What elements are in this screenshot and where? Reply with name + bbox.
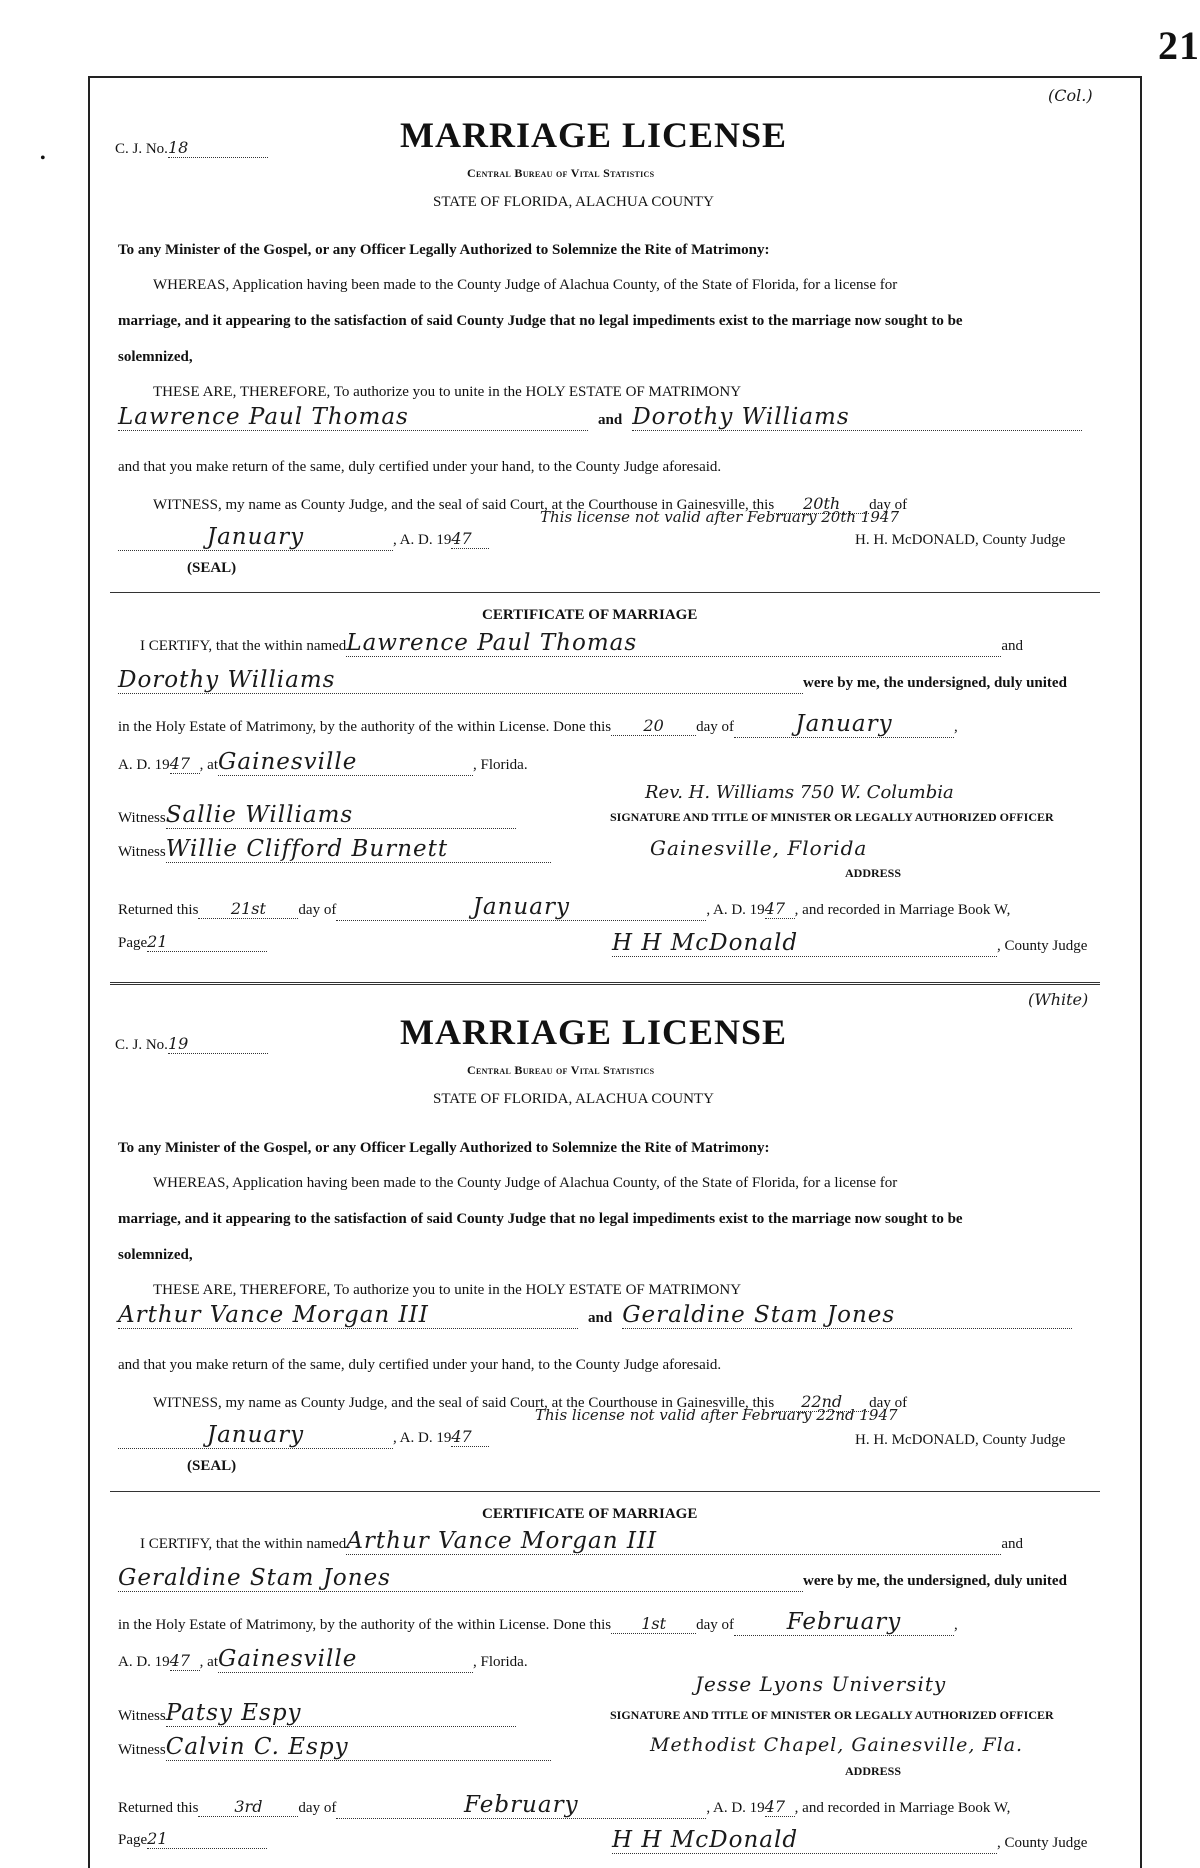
at-label: , at: [199, 1654, 218, 1670]
whereas-line-2: marriage, and it appearing to the satisfaction of said County Judge that no legal impediments exist to the marriage now sought to be: [118, 1211, 963, 1227]
officer-signature: Jesse Lyons University: [695, 1672, 947, 1696]
cj-label: C. J. No.: [115, 1037, 168, 1053]
done-day-of: day of: [696, 1617, 735, 1633]
state-county: STATE OF FLORIDA, ALACHUA COUNTY: [433, 1091, 714, 1107]
date-row: [118, 1422, 489, 1449]
document-frame: [88, 76, 1142, 1868]
ad-label: , A. D. 19: [393, 1430, 452, 1446]
witness-label: Witness: [118, 1708, 166, 1724]
officer-address: Methodist Chapel, Gainesville, Fla.: [650, 1734, 1024, 1756]
whereas-line-3: solemnized,: [118, 1247, 193, 1263]
section-divider: [110, 1491, 1100, 1492]
witness2-row: [118, 836, 551, 863]
day-of-label: day of: [869, 497, 908, 513]
returned-row: [118, 894, 1010, 921]
couple-row: [118, 404, 1082, 431]
license-month: January: [118, 1422, 393, 1449]
whereas-line-1: WHEREAS, Application having been made to the County Judge of Alachua County, of the State of Florida, for a license for: [153, 277, 898, 293]
cert-and: and: [1001, 1536, 1023, 1552]
judge-signature: H H McDonald: [612, 1827, 997, 1854]
judge-signature-row: [612, 930, 1087, 957]
returned-day-of: day of: [298, 902, 337, 918]
cert-groom: Lawrence Paul Thomas: [346, 630, 1001, 657]
page-number: 21: [1158, 23, 1200, 68]
returned-row: [118, 1792, 1010, 1819]
witness-label: Witness: [118, 1742, 166, 1758]
done-year: 47: [170, 1651, 200, 1671]
bride-name: Dorothy Williams: [632, 404, 1082, 431]
groom-name: Arthur Vance Morgan III: [118, 1302, 578, 1329]
returned-ad: , A. D. 19: [706, 1800, 765, 1816]
county-judge-label: , County Judge: [997, 1835, 1088, 1851]
witness1-row: [118, 802, 516, 829]
marriage-place: Gainesville: [218, 749, 473, 776]
cert-done-row: in the Holy Estate of Matrimony, by the authority of the within License. Done this 20 day of January ,: [118, 711, 958, 737]
seal-label: (SEAL): [187, 560, 237, 576]
salutation: To any Minister of the Gospel, or any Officer Legally Authorized to Solemnize the Rite of Matrimony:: [118, 1140, 770, 1156]
and-label: and: [588, 1310, 613, 1326]
certificate-heading: CERTIFICATE OF MARRIAGE: [482, 607, 698, 623]
ad-prefix: A. D. 19: [118, 1654, 170, 1670]
county-judge-name: H. H. McDONALD, County Judge: [855, 532, 1066, 548]
page-label: Page: [118, 935, 148, 951]
witness-label: Witness: [118, 810, 166, 826]
validity-note: This license not valid after February 20th 1947: [540, 508, 899, 526]
returned-day: 3rd: [198, 1797, 298, 1817]
done-month: February: [734, 1609, 954, 1636]
marriage-place: Gainesville: [218, 1646, 473, 1673]
state-county: STATE OF FLORIDA, ALACHUA COUNTY: [433, 194, 714, 210]
cert-names-row: [140, 1528, 1023, 1555]
cert-bride-row: [118, 1565, 1067, 1592]
ad-label: , A. D. 19: [393, 532, 452, 548]
license-year: 47: [451, 529, 489, 549]
returned-label: Returned this: [118, 902, 199, 918]
florida-label: , Florida.: [473, 1654, 528, 1670]
witness1-row: [118, 1700, 516, 1727]
done-day-of: day of: [696, 719, 735, 735]
cert-bride: Dorothy Williams: [118, 667, 803, 694]
section-divider: [110, 592, 1100, 593]
cert-place-row: [118, 1646, 528, 1673]
authorize-line: THESE ARE, THEREFORE, To authorize you to unite in the HOLY ESTATE OF MATRIMONY: [153, 384, 742, 400]
address-caption: ADDRESS: [845, 866, 902, 880]
recorded-text: , and recorded in Marriage Book W,: [794, 902, 1011, 918]
cj-number-row: [115, 138, 268, 158]
page-row: [118, 1829, 267, 1849]
returned-year: 47: [765, 1797, 795, 1817]
united-text: were by me, the undersigned, duly united: [803, 1573, 1067, 1589]
cert-names-row: [140, 630, 1023, 657]
book-page: 21: [147, 932, 267, 952]
validity-note: This license not valid after February 22nd 1947: [535, 1406, 898, 1424]
judge-signature-row: [612, 1827, 1087, 1854]
done-month: January: [734, 711, 954, 738]
holy-estate-text: in the Holy Estate of Matrimony, by the authority of the within License. Done this: [118, 1617, 612, 1633]
returned-ad: , A. D. 19: [706, 902, 765, 918]
salutation: To any Minister of the Gospel, or any Officer Legally Authorized to Solemnize the Rite of Matrimony:: [118, 242, 770, 258]
race-note: (Col.): [1048, 86, 1093, 105]
recorded-text: , and recorded in Marriage Book W,: [794, 1800, 1011, 1816]
license-title: MARRIAGE LICENSE: [400, 115, 788, 155]
returned-year: 47: [765, 899, 795, 919]
returned-month: February: [336, 1792, 706, 1819]
cert-groom: Arthur Vance Morgan III: [346, 1528, 1001, 1555]
witness-1: Sallie Williams: [166, 802, 516, 829]
whereas-line-3: solemnized,: [118, 349, 193, 365]
witness-text: WITNESS, my name as County Judge, and the seal of said Court, at the Courthouse in Gainesville, this: [153, 497, 775, 513]
cj-label: C. J. No.: [115, 141, 168, 157]
couple-row: [118, 1302, 1072, 1329]
returned-month: January: [336, 894, 706, 921]
page-label: Page: [118, 1832, 148, 1848]
record-divider: [110, 982, 1100, 985]
returned-label: Returned this: [118, 1800, 199, 1816]
certify-label: I CERTIFY, that the within named: [140, 1536, 347, 1552]
judge-signature: H H McDonald: [612, 930, 997, 957]
whereas-line-1: WHEREAS, Application having been made to the County Judge of Alachua County, of the State of Florida, for a license for: [153, 1175, 898, 1191]
license-year: 47: [451, 1427, 489, 1447]
county-judge-label: , County Judge: [997, 938, 1088, 954]
done-day: 1st: [611, 1614, 696, 1634]
holy-estate-text: in the Holy Estate of Matrimony, by the authority of the within License. Done this: [118, 719, 612, 735]
officer-caption: SIGNATURE AND TITLE OF MINISTER OR LEGALLY AUTHORIZED OFFICER: [610, 810, 1054, 824]
certify-label: I CERTIFY, that the within named: [140, 638, 347, 654]
cj-number: 18: [168, 138, 268, 158]
address-caption: ADDRESS: [845, 1764, 902, 1778]
at-label: , at: [199, 757, 218, 773]
done-day: 20: [611, 716, 696, 736]
groom-name: Lawrence Paul Thomas: [118, 404, 588, 431]
cj-number-row: [115, 1034, 268, 1054]
bureau-name: Central Bureau of Vital Statistics: [467, 1063, 655, 1077]
return-line: and that you make return of the same, duly certified under your hand, to the County Judge aforesaid.: [118, 1357, 722, 1373]
license-day: 20th: [774, 494, 869, 514]
returned-day: 21st: [198, 899, 298, 919]
witness2-row: [118, 1734, 551, 1761]
witness-2: Willie Clifford Burnett: [166, 836, 551, 863]
race-note: (White): [1028, 990, 1089, 1009]
license-day: 22nd: [774, 1392, 869, 1412]
county-judge-name: H. H. McDONALD, County Judge: [855, 1432, 1066, 1448]
cert-place-row: [118, 749, 528, 776]
and-label: and: [598, 412, 623, 428]
cj-number: 19: [168, 1034, 268, 1054]
margin-mark: •: [40, 150, 46, 167]
authorize-line: THESE ARE, THEREFORE, To authorize you to unite in the HOLY ESTATE OF MATRIMONY: [153, 1282, 742, 1298]
witness-label: Witness: [118, 844, 166, 860]
seal-label: (SEAL): [187, 1458, 237, 1474]
date-row: [118, 524, 489, 551]
bureau-name: Central Bureau of Vital Statistics: [467, 166, 655, 180]
book-page: 21: [147, 1829, 267, 1849]
ad-prefix: A. D. 19: [118, 757, 170, 773]
witness-1: Patsy Espy: [166, 1700, 516, 1727]
done-year: 47: [170, 754, 200, 774]
whereas-line-2: marriage, and it appearing to the satisfaction of said County Judge that no legal impediments exist to the marriage now sought to be: [118, 313, 963, 329]
united-text: were by me, the undersigned, duly united: [803, 675, 1067, 691]
officer-signature: Rev. H. Williams 750 W. Columbia: [645, 782, 954, 803]
cert-and: and: [1001, 638, 1023, 654]
license-title: MARRIAGE LICENSE: [400, 1012, 788, 1052]
officer-address: Gainesville, Florida: [650, 836, 868, 860]
witness-text: WITNESS, my name as County Judge, and the seal of said Court, at the Courthouse in Gainesville, this: [153, 1395, 775, 1411]
license-month: January: [118, 524, 393, 551]
bride-name: Geraldine Stam Jones: [622, 1302, 1072, 1329]
day-of-label: day of: [869, 1395, 908, 1411]
witness-2: Calvin C. Espy: [166, 1734, 551, 1761]
cert-done-row: in the Holy Estate of Matrimony, by the authority of the within License. Done this 1st day of February ,: [118, 1609, 958, 1635]
officer-caption: SIGNATURE AND TITLE OF MINISTER OR LEGALLY AUTHORIZED OFFICER: [610, 1708, 1054, 1722]
page-row: [118, 932, 267, 952]
cert-bride: Geraldine Stam Jones: [118, 1565, 803, 1592]
returned-day-of: day of: [298, 1800, 337, 1816]
certificate-heading: CERTIFICATE OF MARRIAGE: [482, 1506, 698, 1522]
return-line: and that you make return of the same, duly certified under your hand, to the County Judge aforesaid.: [118, 459, 722, 475]
florida-label: , Florida.: [473, 757, 528, 773]
cert-bride-row: [118, 667, 1067, 694]
